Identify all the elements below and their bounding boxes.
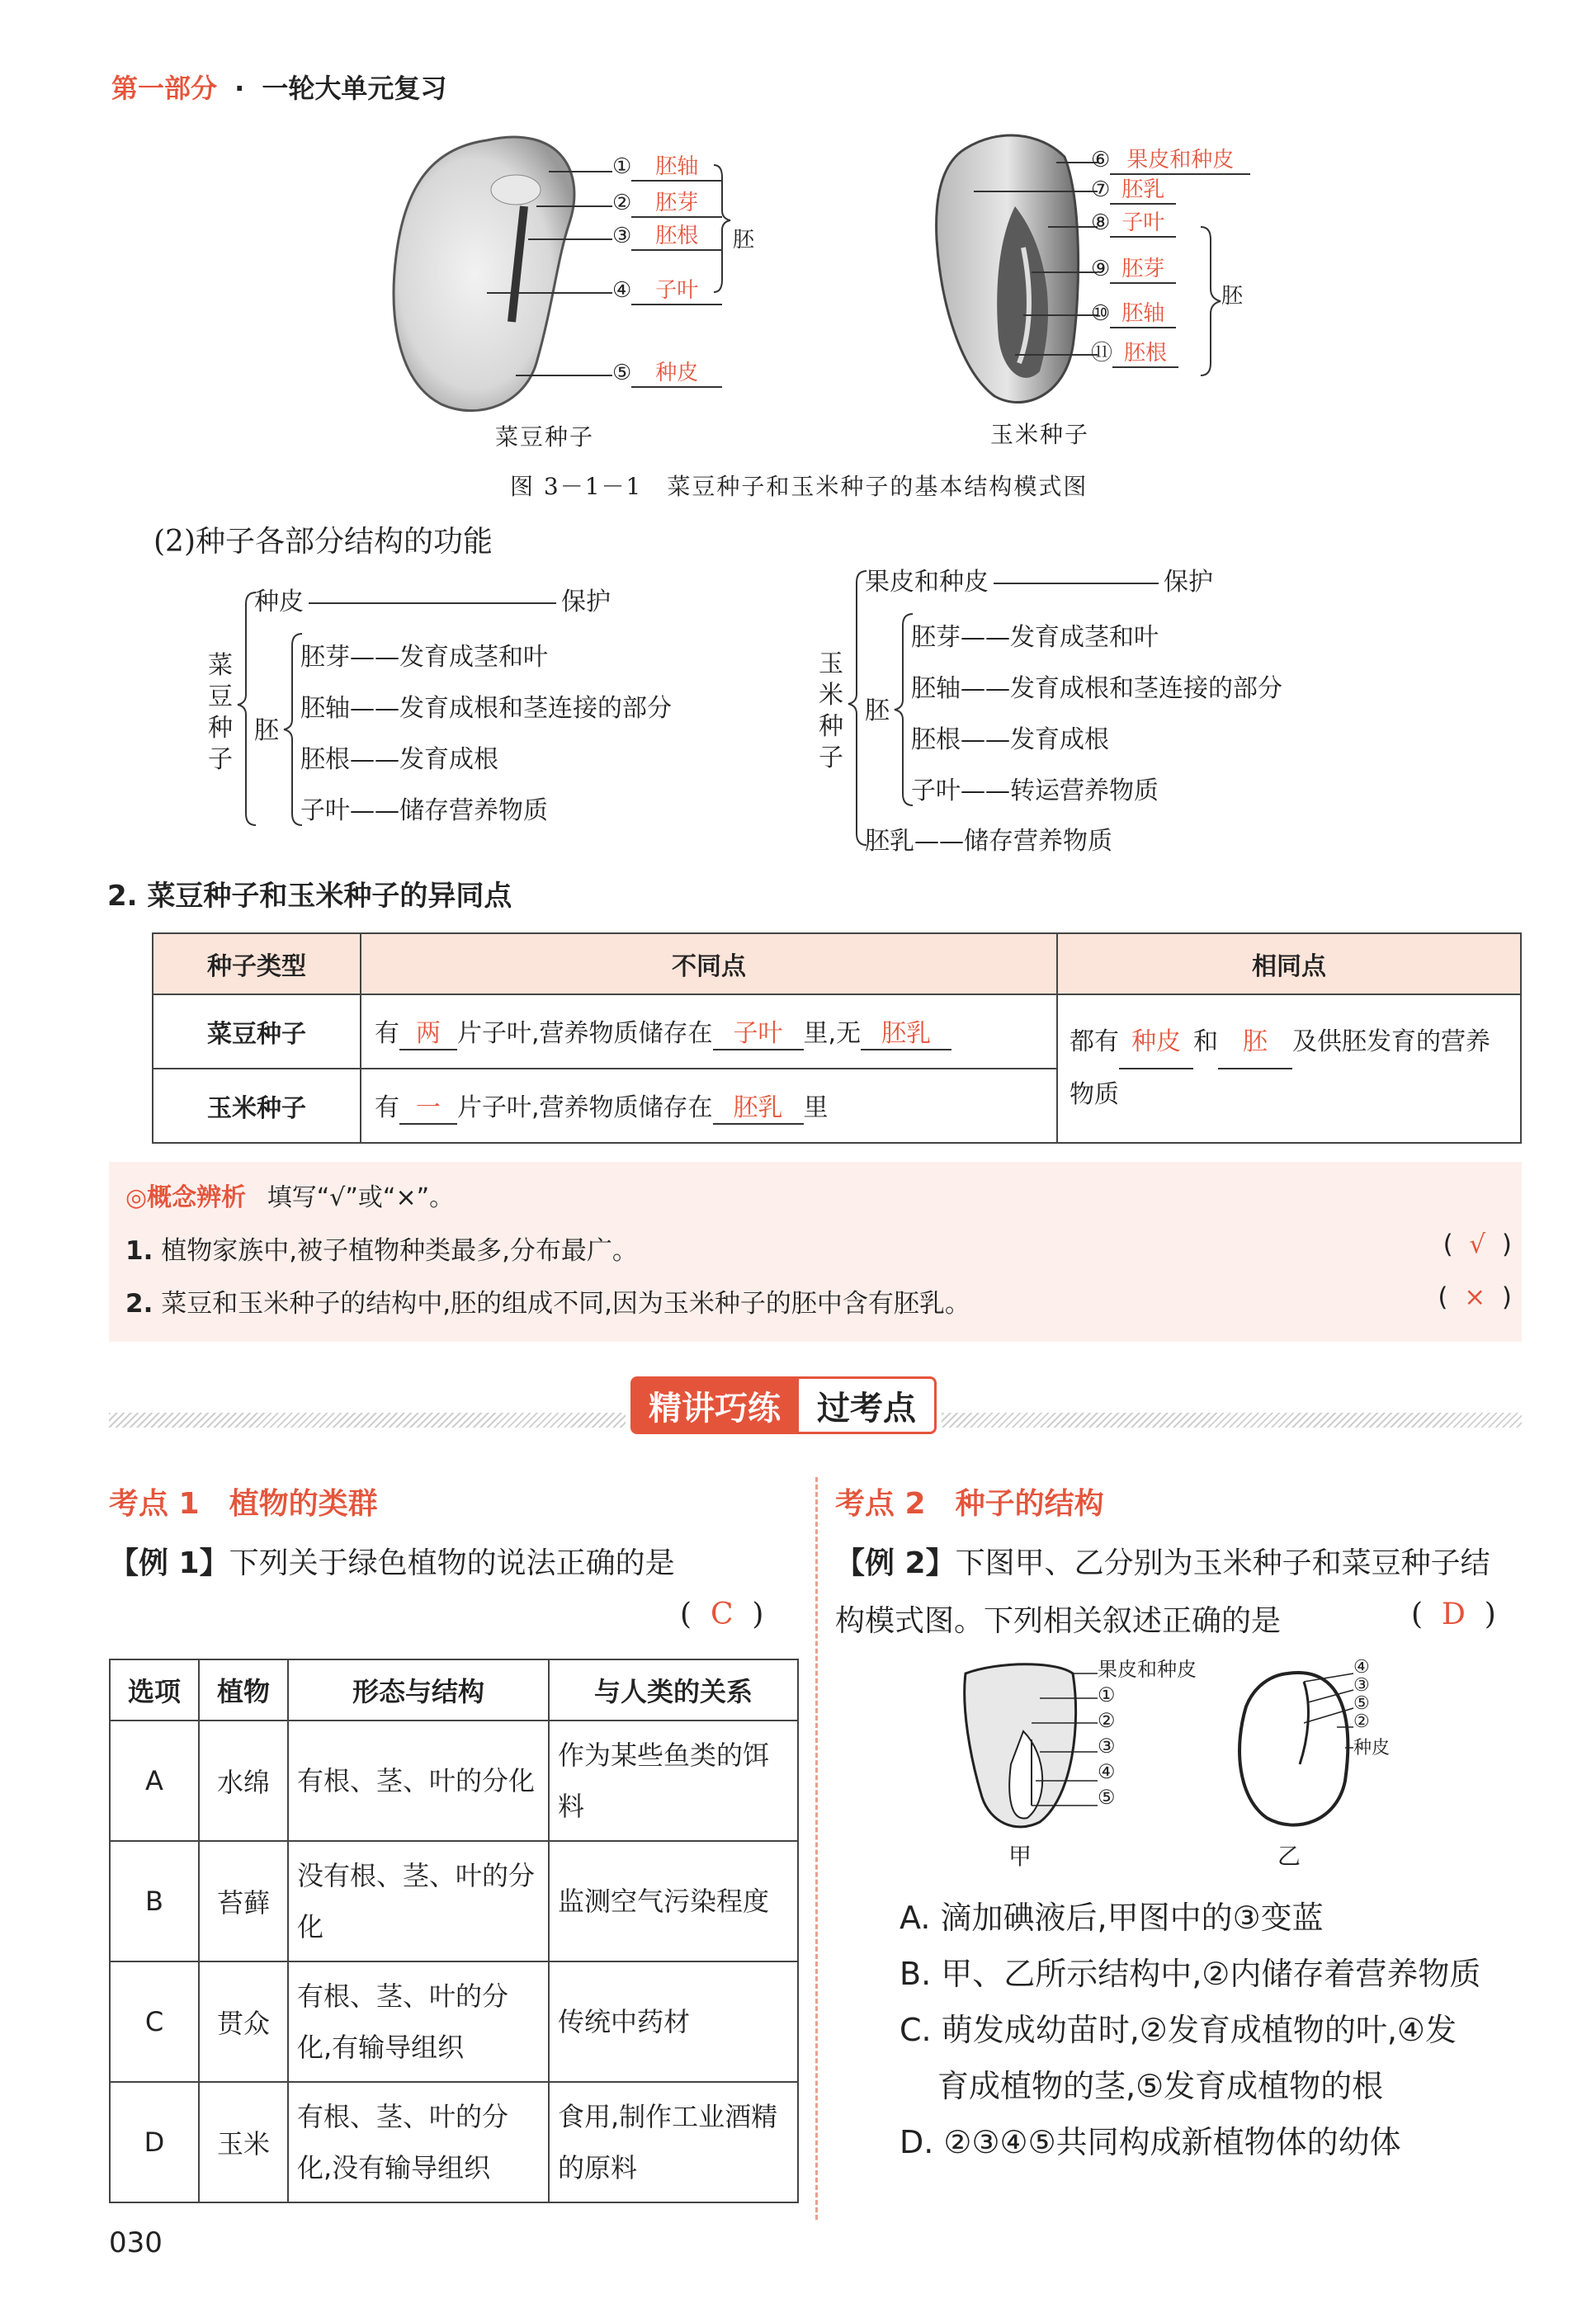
bean-diff-cell <box>361 994 1057 1069</box>
node-fn: 发育成根和茎连接的部分 <box>399 694 672 723</box>
bean-tree-title: 菜豆种子 <box>208 651 233 774</box>
plant-table <box>109 1659 799 2203</box>
cell-plant: 贯众 <box>199 1961 288 2082</box>
cell-form: 没有根、茎、叶的分化 <box>288 1841 549 1961</box>
fig-label: ⑤ <box>1353 1693 1370 1714</box>
table-row <box>110 2082 798 2202</box>
item-answer-wrap: ( √ ) <box>1443 1230 1512 1259</box>
answer-blank: 种皮 <box>1119 1017 1193 1069</box>
kp2-title: 考点 2 种子的结构 <box>835 1487 1104 1521</box>
node-fn: 发育成茎和叶 <box>399 643 548 672</box>
compare-table <box>152 932 1522 1144</box>
cell-text: 都有 <box>1070 1027 1119 1056</box>
answer-blank: 胚 <box>1218 1017 1292 1069</box>
col-header: 选项 <box>110 1659 199 1721</box>
question-text: 下图甲、乙分别为玉米种子和菜豆种子结 <box>955 1546 1490 1580</box>
kp1-answer: ( C ) <box>680 1598 764 1631</box>
fig-label: ① <box>1098 1683 1116 1706</box>
option-a: A. 滴加碘液后,甲图中的③变蓝 <box>900 1900 1324 1936</box>
cell-plant: 玉米 <box>199 2082 288 2202</box>
col-header: 种子类型 <box>153 933 361 994</box>
node-name: 胚轴 <box>911 674 961 703</box>
corn-label-answer: 胚乳 <box>1110 177 1176 205</box>
section-banner <box>626 1376 942 1434</box>
compare-heading: 2. 菜豆种子和玉米种子的异同点 <box>107 880 512 913</box>
cell-opt: D <box>110 2082 199 2202</box>
corn-endosperm: 胚乳——储存营养物质 <box>865 827 1112 856</box>
fig-label: 果皮和种皮 <box>1098 1658 1197 1681</box>
answer-letter: C <box>710 1598 734 1631</box>
node-name: 胚根 <box>300 745 350 774</box>
corn-diff-cell <box>361 1069 1057 1143</box>
page-number: 030 <box>109 2226 163 2259</box>
cell-text: 片子叶,营养物质储存在 <box>457 1093 713 1122</box>
bean-caption: 菜豆种子 <box>495 423 595 451</box>
corn-label-list <box>1091 147 1250 369</box>
table-row <box>110 1961 798 2082</box>
corn-brace-label: 胚 <box>1221 284 1244 309</box>
column-divider <box>815 1477 818 2220</box>
cell-rel: 传统中药材 <box>549 1961 798 2082</box>
answer-blank: 子叶 <box>713 1013 804 1050</box>
fig-jia <box>949 1657 1114 1839</box>
answer-blank: 一 <box>399 1087 457 1125</box>
bean-embryo-label: 胚 <box>254 716 279 745</box>
bean-brace-label: 胚 <box>733 228 755 253</box>
corn-label-answer: 胚根 <box>1112 340 1178 368</box>
col-header: 植物 <box>199 1659 288 1721</box>
concept-title: ◎概念辨析 <box>125 1183 247 1212</box>
cell-plant: 水绵 <box>199 1721 288 1841</box>
cell-text: 及供胚发育的营养物质 <box>1070 1027 1490 1109</box>
option-c-cont: 育成植物的茎,⑤发育成植物的根 <box>937 2068 1384 2104</box>
item-answer: √ <box>1469 1230 1486 1259</box>
fig-label: ② <box>1098 1709 1116 1732</box>
node-fn: 发育成茎和叶 <box>1010 623 1159 652</box>
label-num: ⑩ <box>1091 301 1111 326</box>
node-fn: 保护 <box>1164 568 1213 597</box>
item-answer: × <box>1464 1282 1486 1312</box>
node-fn: 转运营养物质 <box>1010 777 1159 805</box>
col-header: 与人类的关系 <box>549 1659 798 1721</box>
kp2-options <box>900 1890 1480 2170</box>
cell-plant: 苔藓 <box>199 1841 288 1961</box>
bean-label-answer: 胚根 <box>631 223 722 251</box>
kp2-question <box>835 1540 1520 1582</box>
fig-yi-caption: 乙 <box>1277 1843 1301 1870</box>
bean-embryo-items: 胚芽——发育成茎和叶 胚轴——发育成根和茎连接的部分 胚根——发育成根 子叶——储存营养物质 <box>300 643 672 825</box>
fig-label: ④ <box>1353 1657 1370 1678</box>
label-num: ⑧ <box>1091 210 1111 235</box>
node-name: 果皮和种皮 <box>865 568 989 597</box>
node-fn: 保护 <box>561 588 611 616</box>
fig-label: ⑤ <box>1098 1786 1116 1809</box>
concept-box <box>109 1162 1522 1342</box>
yi-labels <box>1353 1659 1390 1758</box>
node-name: 胚芽 <box>300 643 350 672</box>
part-label: 第一部分 <box>111 73 218 104</box>
corn-label-answer: 果皮和种皮 <box>1110 147 1250 175</box>
fig-label: ③ <box>1098 1735 1116 1758</box>
bean-seed-figure <box>363 116 825 446</box>
bean-seed-shape <box>394 137 574 411</box>
banner-left: 精讲巧练 <box>630 1376 799 1434</box>
label-num: ④ <box>612 278 632 303</box>
col-header: 形态与结构 <box>288 1659 549 1721</box>
label-num: ⑥ <box>1091 148 1111 172</box>
answer-blank: 胚乳 <box>713 1087 804 1125</box>
node-name: 子叶 <box>911 777 961 805</box>
label-num: ① <box>612 154 632 179</box>
fig-label: ② <box>1353 1711 1370 1732</box>
label-num: ⑤ <box>612 361 632 385</box>
table-row <box>110 1841 798 1961</box>
node-name: 胚芽 <box>911 623 961 652</box>
concept-item <box>125 1230 1512 1267</box>
corn-function-tree <box>817 558 1411 871</box>
label-num: ⑪ <box>1091 341 1113 366</box>
cell-text: 里 <box>803 1093 829 1122</box>
item-answer-wrap: ( × ) <box>1438 1282 1512 1312</box>
fig-label: ③ <box>1353 1675 1370 1696</box>
corn-caption: 玉米种子 <box>990 421 1090 448</box>
node-name: 子叶 <box>300 796 350 825</box>
bean-label-answer: 胚芽 <box>631 190 722 218</box>
item-num: 1. <box>125 1236 153 1266</box>
cell-opt: B <box>110 1841 199 1961</box>
cell-text: 片子叶,营养物质储存在 <box>457 1019 713 1048</box>
concept-instruction: 填写“√”或“×”。 <box>267 1183 455 1212</box>
fig-label: 种皮 <box>1353 1738 1391 1758</box>
header-dot: · <box>234 73 245 104</box>
bean-seed-coat <box>254 581 611 617</box>
functions-heading: (2)种子各部分结构的功能 <box>153 525 493 559</box>
option-c: C. 萌发成幼苗时,②发育成植物的叶,④发 <box>900 2012 1457 2048</box>
kp2-question-2: 构模式图。下列相关叙述正确的是 <box>835 1604 1282 1638</box>
bean-label-answer: 胚轴 <box>631 153 722 182</box>
cell-text: 和 <box>1193 1027 1218 1056</box>
cell-rel: 食用,制作工业酒精的原料 <box>549 2082 798 2202</box>
node-fn: 储存营养物质 <box>964 827 1112 856</box>
cell-text: 有 <box>375 1093 399 1122</box>
cell-text: 有 <box>375 1019 399 1048</box>
node-fn: 储存营养物质 <box>399 796 548 825</box>
corn-tree-title: 玉米种子 <box>819 649 843 772</box>
kp1-title: 考点 1 植物的类群 <box>109 1487 378 1521</box>
same-cell <box>1057 994 1521 1143</box>
node-name: 胚根 <box>911 725 961 754</box>
concept-item <box>125 1282 1512 1319</box>
label-num: ② <box>612 191 632 215</box>
jia-labels <box>1098 1657 1197 1810</box>
label-num: ⑨ <box>1091 257 1111 281</box>
bean-label-answer: 种皮 <box>631 360 722 388</box>
node-fn: 发育成根和茎连接的部分 <box>1010 674 1282 703</box>
cell-rel: 作为某些鱼类的饵料 <box>549 1721 798 1841</box>
answer-letter: D <box>1441 1598 1466 1631</box>
item-text: 植物家族中,被子植物种类最多,分布最广。 <box>161 1236 638 1266</box>
kp1-question <box>109 1540 675 1582</box>
answer-blank: 胚乳 <box>861 1013 951 1050</box>
node-name: 胚乳 <box>865 827 914 856</box>
corn-coat <box>865 561 1213 597</box>
concept-header <box>125 1177 454 1213</box>
corn-label-answer: 胚芽 <box>1110 256 1176 284</box>
example-tag: 【例 1】 <box>109 1546 229 1580</box>
label-num: ③ <box>612 224 632 248</box>
corn-label-answer: 胚轴 <box>1110 300 1176 328</box>
corn-embryo-items: 胚芽——发育成茎和叶 胚轴——发育成根和茎连接的部分 胚根——发育成根 子叶——转运营养物质 <box>911 623 1282 805</box>
cell-form: 有根、茎、叶的分化,有输导组织 <box>288 1961 549 2082</box>
node-name: 种皮 <box>254 588 304 616</box>
page-header <box>111 68 446 106</box>
option-d: D. ②③④⑤共同构成新植物体的幼体 <box>900 2124 1401 2160</box>
cell-text: 里,无 <box>803 1019 862 1048</box>
figure-caption: 图 3－1－1 菜豆种子和玉米种子的基本结构模式图 <box>510 473 1088 500</box>
banner-right: 过考点 <box>799 1376 937 1434</box>
bean-function-tree <box>206 578 767 842</box>
bean-label-list <box>612 153 722 389</box>
node-fn: 发育成根 <box>399 745 498 774</box>
cell-opt: A <box>110 1721 199 1841</box>
table-row <box>110 1721 798 1841</box>
row-type: 玉米种子 <box>153 1069 361 1143</box>
option-b: B. 甲、乙所示结构中,②内储存着营养物质 <box>900 1956 1481 1992</box>
cell-form: 有根、茎、叶的分化,没有输导组织 <box>288 2082 549 2202</box>
header-title: 一轮大单元复习 <box>262 73 447 104</box>
cell-rel: 监测空气污染程度 <box>549 1841 798 1961</box>
question-text: 下列关于绿色植物的说法正确的是 <box>229 1546 675 1580</box>
answer-blank: 两 <box>399 1013 457 1050</box>
item-text: 菜豆和玉米种子的结构中,胚的组成不同,因为玉米种子的胚中含有胚乳。 <box>161 1289 970 1319</box>
kp2-answer: ( D ) <box>1411 1598 1496 1631</box>
label-num: ⑦ <box>1091 177 1111 202</box>
example-tag: 【例 2】 <box>835 1546 956 1580</box>
fig-label: ④ <box>1098 1760 1116 1783</box>
fig-jia-caption: 甲 <box>1008 1843 1032 1870</box>
row-type: 菜豆种子 <box>153 994 361 1069</box>
node-name: 胚轴 <box>300 694 350 723</box>
col-header: 不同点 <box>361 933 1057 994</box>
item-num: 2. <box>125 1289 153 1319</box>
cell-opt: C <box>110 1961 199 2082</box>
node-fn: 发育成根 <box>1010 725 1109 754</box>
corn-embryo-label: 胚 <box>865 696 890 725</box>
corn-label-answer: 子叶 <box>1110 210 1176 238</box>
cell-form: 有根、茎、叶的分化 <box>288 1721 549 1841</box>
col-header: 相同点 <box>1057 933 1521 994</box>
bean-label-answer: 子叶 <box>631 277 722 305</box>
